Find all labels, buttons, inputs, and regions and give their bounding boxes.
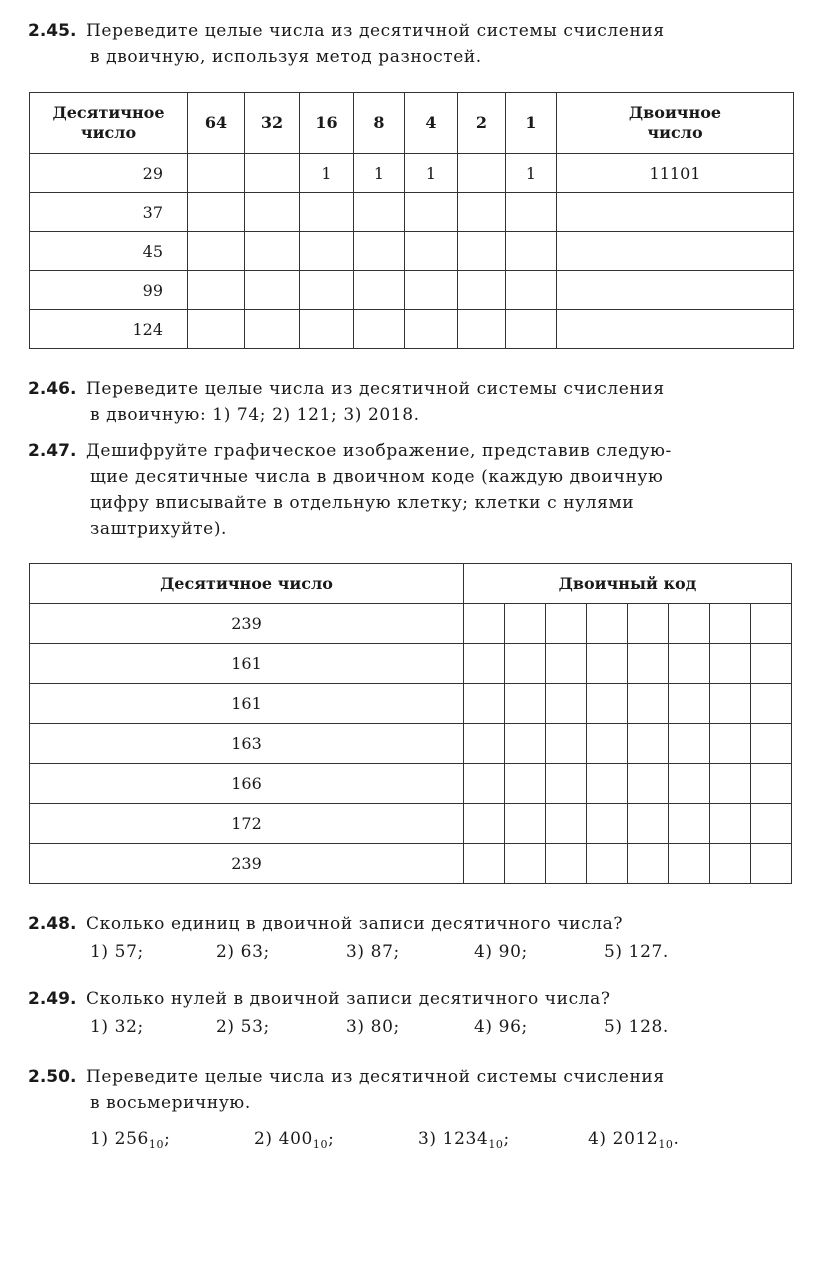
header-binary: Двоичное число bbox=[557, 93, 794, 154]
cell-bit[interactable] bbox=[505, 604, 546, 644]
cell-decimal: 239 bbox=[30, 844, 464, 884]
answer-option: 2) 63; bbox=[216, 942, 270, 962]
cell-bit[interactable] bbox=[245, 310, 300, 349]
cell-bit[interactable] bbox=[405, 310, 458, 349]
task-2-50 bbox=[28, 1064, 798, 1154]
task-text: Сколько нулей в двоичной записи десятичного числа? bbox=[86, 989, 611, 1009]
cell-bit[interactable] bbox=[669, 644, 710, 684]
cell-bit[interactable] bbox=[458, 310, 506, 349]
cell-bit[interactable] bbox=[505, 724, 546, 764]
task-text: в двоичную, используя метод разностей. bbox=[90, 47, 482, 67]
header-weight: 1 bbox=[506, 93, 557, 154]
cell-bit[interactable] bbox=[628, 644, 669, 684]
cell-binary[interactable] bbox=[557, 310, 794, 349]
cell-bit[interactable] bbox=[751, 684, 792, 724]
cell-bit[interactable] bbox=[587, 724, 628, 764]
cell-bit[interactable] bbox=[710, 644, 751, 684]
cell-bit[interactable] bbox=[587, 644, 628, 684]
answer-option: 4) $2012_{10}$. bbox=[588, 1129, 680, 1151]
cell-bit[interactable] bbox=[464, 844, 505, 884]
cell-bit[interactable] bbox=[354, 310, 405, 349]
cell-bit[interactable] bbox=[188, 232, 245, 271]
cell-bit[interactable] bbox=[464, 684, 505, 724]
header-binary-code: Двоичный код bbox=[464, 564, 792, 604]
table-header-row bbox=[30, 93, 794, 154]
cell-bit[interactable] bbox=[464, 804, 505, 844]
header-weight: 2 bbox=[458, 93, 506, 154]
cell-decimal: 29 bbox=[30, 154, 188, 193]
cell-decimal: 99 bbox=[30, 271, 188, 310]
task-number: 2.46. bbox=[28, 379, 77, 399]
header-weight: 64 bbox=[188, 93, 245, 154]
table-row bbox=[30, 154, 794, 193]
answer-option: 3) 80; bbox=[346, 1017, 400, 1037]
cell-bit[interactable] bbox=[751, 604, 792, 644]
cell-decimal: 124 bbox=[30, 310, 188, 349]
task-2-46 bbox=[28, 376, 798, 428]
task-text: в двоичную: 1) 74; 2) 121; 3) 2018. bbox=[90, 405, 420, 425]
table-header-row bbox=[30, 564, 792, 604]
cell-bit[interactable] bbox=[300, 193, 354, 232]
cell-bit[interactable] bbox=[587, 764, 628, 804]
answer-options bbox=[28, 1012, 798, 1042]
answer-option: 5) 128. bbox=[604, 1017, 669, 1037]
cell-bit[interactable] bbox=[506, 310, 557, 349]
cell-bit[interactable] bbox=[405, 232, 458, 271]
cell-bit[interactable] bbox=[546, 804, 587, 844]
cell-binary[interactable] bbox=[557, 271, 794, 310]
cell-bit[interactable] bbox=[751, 804, 792, 844]
cell-bit[interactable] bbox=[188, 310, 245, 349]
table-row bbox=[30, 644, 792, 684]
cell-bit[interactable] bbox=[245, 271, 300, 310]
task-2-48 bbox=[28, 911, 798, 967]
cell-bit[interactable] bbox=[546, 844, 587, 884]
cell-decimal: 172 bbox=[30, 804, 464, 844]
answer-options bbox=[28, 1124, 798, 1154]
table-row bbox=[30, 804, 792, 844]
cell-bit[interactable] bbox=[751, 724, 792, 764]
cell-bit[interactable] bbox=[505, 844, 546, 884]
task-number: 2.50. bbox=[28, 1067, 77, 1087]
cell-bit[interactable] bbox=[546, 644, 587, 684]
cell-bit[interactable] bbox=[188, 271, 245, 310]
task-number: 2.48. bbox=[28, 914, 77, 934]
cell-bit[interactable] bbox=[669, 804, 710, 844]
cell-bit[interactable] bbox=[710, 724, 751, 764]
header-decimal: Десятичное число bbox=[30, 564, 464, 604]
task-text: Переведите целые числа из десятичной системы счисления bbox=[86, 379, 665, 399]
table-row bbox=[30, 724, 792, 764]
task-text: щие десятичные числа в двоичном коде (каждую двоичную bbox=[90, 467, 664, 487]
cell-bit[interactable] bbox=[458, 154, 506, 193]
difference-method-table bbox=[29, 92, 794, 349]
table-row bbox=[30, 764, 792, 804]
table-row bbox=[30, 310, 794, 349]
cell-bit[interactable] bbox=[245, 154, 300, 193]
cell-bit[interactable] bbox=[354, 193, 405, 232]
cell-bit[interactable] bbox=[669, 604, 710, 644]
header-decimal: Десятичное число bbox=[30, 93, 188, 154]
cell-bit[interactable] bbox=[628, 764, 669, 804]
table-row bbox=[30, 604, 792, 644]
cell-decimal: 45 bbox=[30, 232, 188, 271]
task-number: 2.49. bbox=[28, 989, 77, 1009]
cell-bit[interactable] bbox=[710, 764, 751, 804]
task-text: заштрихуйте). bbox=[90, 519, 228, 539]
task-text: Переведите целые числа из десятичной системы счисления bbox=[86, 21, 665, 41]
cell-decimal: 37 bbox=[30, 193, 188, 232]
header-weight: 4 bbox=[405, 93, 458, 154]
cell-bit[interactable] bbox=[464, 724, 505, 764]
cell-bit[interactable] bbox=[505, 764, 546, 804]
task-text: Переведите целые числа из десятичной системы счисления bbox=[86, 1067, 665, 1087]
task-text: Дешифруйте графическое изображение, представив следую- bbox=[86, 441, 672, 461]
cell-decimal: 163 bbox=[30, 724, 464, 764]
task-number: 2.45. bbox=[28, 21, 77, 41]
task-number: 2.47. bbox=[28, 441, 77, 461]
cell-bit[interactable] bbox=[628, 844, 669, 884]
task-2-49 bbox=[28, 986, 798, 1042]
cell-bit[interactable] bbox=[546, 604, 587, 644]
cell-bit[interactable] bbox=[710, 604, 751, 644]
task-text: Сколько единиц в двоичной записи десятичного числа? bbox=[86, 914, 624, 934]
cell-bit[interactable] bbox=[354, 232, 405, 271]
cell-bit[interactable] bbox=[458, 271, 506, 310]
cell-bit[interactable] bbox=[464, 644, 505, 684]
answer-option: 3) $1234_{10}$; bbox=[418, 1129, 510, 1151]
cell-bit[interactable] bbox=[669, 684, 710, 724]
answer-option: 5) 127. bbox=[604, 942, 669, 962]
cell-bit[interactable] bbox=[458, 193, 506, 232]
cell-bit[interactable]: 1 bbox=[506, 154, 557, 193]
cell-bit[interactable] bbox=[710, 684, 751, 724]
header-weight: 32 bbox=[245, 93, 300, 154]
cell-bit[interactable] bbox=[464, 764, 505, 804]
cell-bit[interactable] bbox=[354, 271, 405, 310]
table-row bbox=[30, 193, 794, 232]
table-row bbox=[30, 684, 792, 724]
cell-bit[interactable]: 1 bbox=[354, 154, 405, 193]
cell-bit[interactable] bbox=[587, 604, 628, 644]
cell-bit[interactable] bbox=[628, 804, 669, 844]
cell-bit[interactable] bbox=[188, 193, 245, 232]
cell-bit[interactable] bbox=[669, 764, 710, 804]
cell-bit[interactable]: 1 bbox=[405, 154, 458, 193]
task-text: цифру вписывайте в отдельную клетку; клетки с нулями bbox=[90, 493, 635, 513]
answer-option: 4) 96; bbox=[474, 1017, 528, 1037]
cell-bit[interactable] bbox=[628, 724, 669, 764]
cell-bit[interactable] bbox=[710, 804, 751, 844]
cell-bit[interactable] bbox=[245, 232, 300, 271]
cell-bit[interactable]: 1 bbox=[300, 154, 354, 193]
table-row bbox=[30, 271, 794, 310]
cell-bit[interactable] bbox=[300, 232, 354, 271]
cell-bit[interactable] bbox=[628, 604, 669, 644]
cell-bit[interactable] bbox=[505, 644, 546, 684]
answer-option: 1) 32; bbox=[90, 1017, 144, 1037]
cell-bit[interactable] bbox=[546, 684, 587, 724]
answer-option: 2) $400_{10}$; bbox=[254, 1129, 335, 1151]
cell-bit[interactable] bbox=[464, 604, 505, 644]
cell-bit[interactable] bbox=[751, 644, 792, 684]
cell-bit[interactable] bbox=[506, 193, 557, 232]
cell-bit[interactable] bbox=[587, 684, 628, 724]
table-row bbox=[30, 232, 794, 271]
cell-bit[interactable] bbox=[188, 154, 245, 193]
header-weight: 8 bbox=[354, 93, 405, 154]
cell-bit[interactable] bbox=[405, 271, 458, 310]
table-row bbox=[30, 844, 792, 884]
cell-bit[interactable] bbox=[300, 271, 354, 310]
cell-binary[interactable] bbox=[557, 232, 794, 271]
cell-bit[interactable] bbox=[669, 844, 710, 884]
cell-bit[interactable] bbox=[587, 844, 628, 884]
cell-bit[interactable] bbox=[546, 764, 587, 804]
answer-options bbox=[28, 937, 798, 967]
cell-bit[interactable] bbox=[710, 844, 751, 884]
answer-option: 3) 87; bbox=[346, 942, 400, 962]
cell-bit[interactable] bbox=[628, 684, 669, 724]
cell-binary[interactable] bbox=[557, 193, 794, 232]
binary-code-table bbox=[29, 563, 792, 884]
cell-bit[interactable] bbox=[751, 764, 792, 804]
cell-bit[interactable] bbox=[405, 193, 458, 232]
cell-bit[interactable] bbox=[505, 804, 546, 844]
cell-bit[interactable] bbox=[546, 724, 587, 764]
answer-option: 1) 57; bbox=[90, 942, 144, 962]
cell-bit[interactable] bbox=[669, 724, 710, 764]
cell-bit[interactable] bbox=[458, 232, 506, 271]
answer-option: 4) 90; bbox=[474, 942, 528, 962]
cell-decimal: 161 bbox=[30, 644, 464, 684]
cell-bit[interactable] bbox=[751, 844, 792, 884]
answer-option: 2) 53; bbox=[216, 1017, 270, 1037]
cell-bit[interactable] bbox=[587, 804, 628, 844]
answer-option: 1) $256_{10}$; bbox=[90, 1129, 171, 1151]
header-weight: 16 bbox=[300, 93, 354, 154]
task-2-47 bbox=[28, 438, 798, 542]
cell-bit[interactable] bbox=[245, 193, 300, 232]
task-2-45 bbox=[28, 18, 798, 70]
task-text: в восьмеричную. bbox=[90, 1093, 251, 1113]
cell-bit[interactable] bbox=[505, 684, 546, 724]
cell-bit[interactable] bbox=[300, 310, 354, 349]
cell-decimal: 166 bbox=[30, 764, 464, 804]
cell-decimal: 239 bbox=[30, 604, 464, 644]
cell-decimal: 161 bbox=[30, 684, 464, 724]
cell-binary[interactable]: 11101 bbox=[557, 154, 794, 193]
cell-bit[interactable] bbox=[506, 232, 557, 271]
cell-bit[interactable] bbox=[506, 271, 557, 310]
